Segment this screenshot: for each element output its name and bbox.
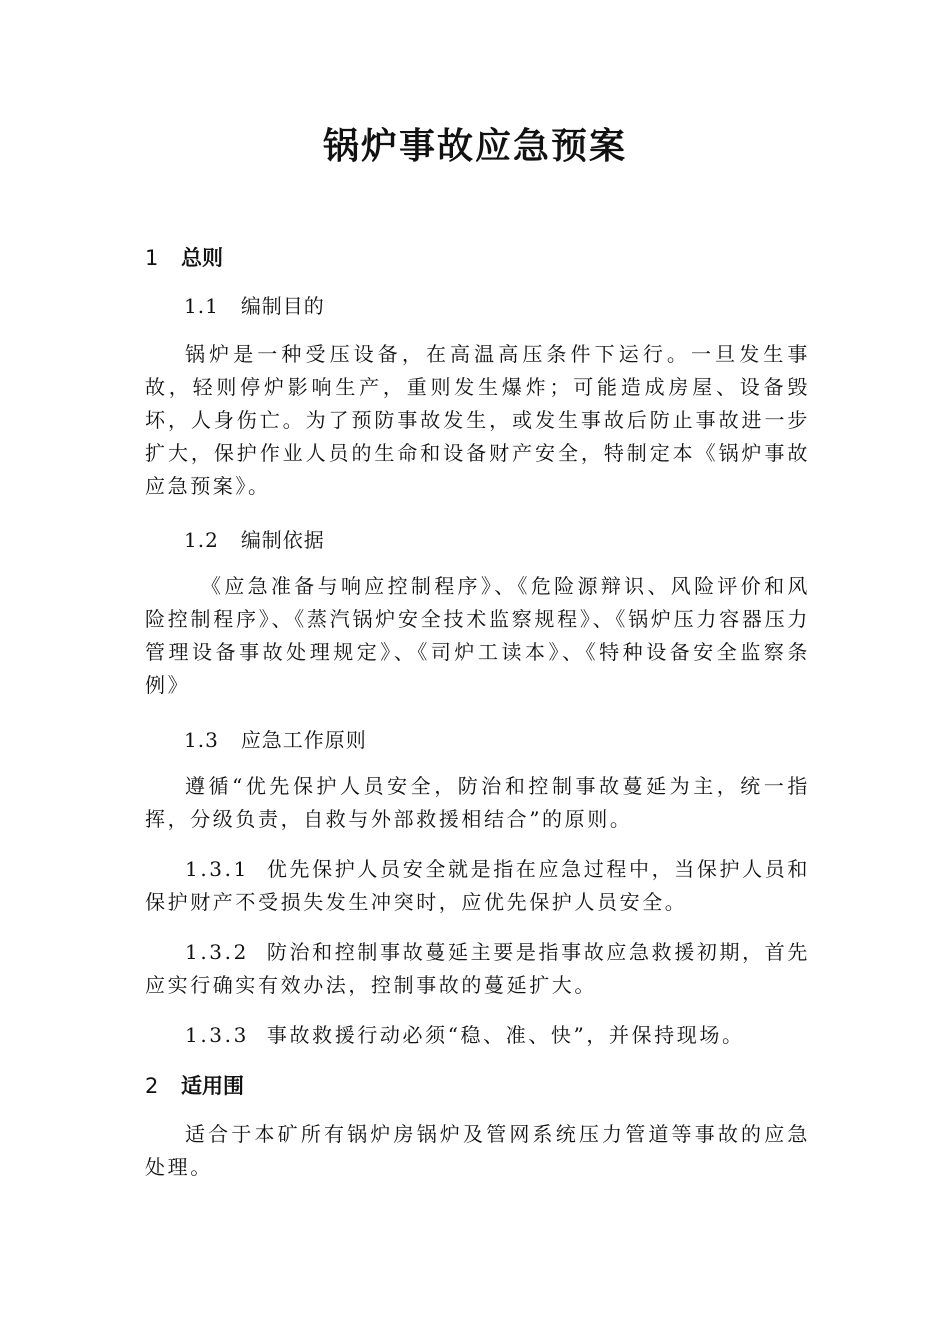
subsection-number: 1.3 [184, 728, 219, 752]
section-heading-1 [145, 242, 223, 272]
clause-1-3-3 [145, 1019, 810, 1052]
clause-1-3-2 [145, 936, 810, 1002]
paragraph-principle: 遵循“优先保护人员安全，防治和控制事故蔓延为主，统一指挥，分级负责，自救与外部救援相结合”的原则。 [145, 774, 810, 831]
paragraph-scope: 适合于本矿所有锅炉房锅炉及管网系统压力管道等事故的应急处理。 [145, 1122, 810, 1179]
paragraph-basis: 《应急准备与响应控制程序》、《危险源辩识、风险评价和风险控制程序》、《蒸汽锅炉安全技术监察规程》、《锅炉压力容器压力管理设备事故处理规定》、《司炉工读本》、《特种设备安全监察条例》 [145, 574, 810, 697]
subsection-heading-1-1 [184, 290, 325, 319]
section-title: 总则 [181, 246, 223, 270]
clause-text: 事故救援行动必须“稳、准、快”，并保持现场。 [266, 1023, 745, 1047]
section-number: 2 [145, 1074, 159, 1098]
section-title: 适用围 [181, 1074, 244, 1098]
subsection-heading-1-3 [184, 724, 367, 753]
section-number: 1 [145, 246, 159, 270]
subsection-title: 编制目的 [240, 294, 325, 318]
subsection-title: 应急工作原则 [240, 728, 367, 752]
document-title: 锅炉事故应急预案 [322, 126, 627, 167]
subsection-number: 1.1 [184, 294, 219, 318]
subsection-title: 编制依据 [240, 528, 325, 552]
clause-text: 防治和控制事故蔓延主要是指事故应急救援初期，首先应实行确实有效办法，控制事故的蔓延扩大。 [145, 940, 810, 997]
subsection-heading-1-2 [184, 524, 325, 553]
section-heading-2 [145, 1070, 244, 1100]
clause-number: 1.3.3 [185, 1023, 249, 1047]
clause-text: 优先保护人员安全就是指在应急过程中，当保护人员和保护财产不受损失发生冲突时，应优先保护人员安全。 [145, 857, 810, 914]
clause-number: 1.3.2 [185, 940, 249, 964]
subsection-number: 1.2 [184, 528, 219, 552]
clause-1-3-1 [145, 853, 810, 919]
paragraph-purpose: 锅炉是一种受压设备，在高温高压条件下运行。一旦发生事故，轻则停炉影响生产，重则发生爆炸；可能造成房屋、设备毁坏，人身伤亡。为了预防事故发生，或发生事故后防止事故进一步扩大，保护作业人员的生命和设备财产安全，特制定本《锅炉事故应急预案》。 [145, 342, 810, 498]
clause-number: 1.3.1 [185, 857, 249, 881]
